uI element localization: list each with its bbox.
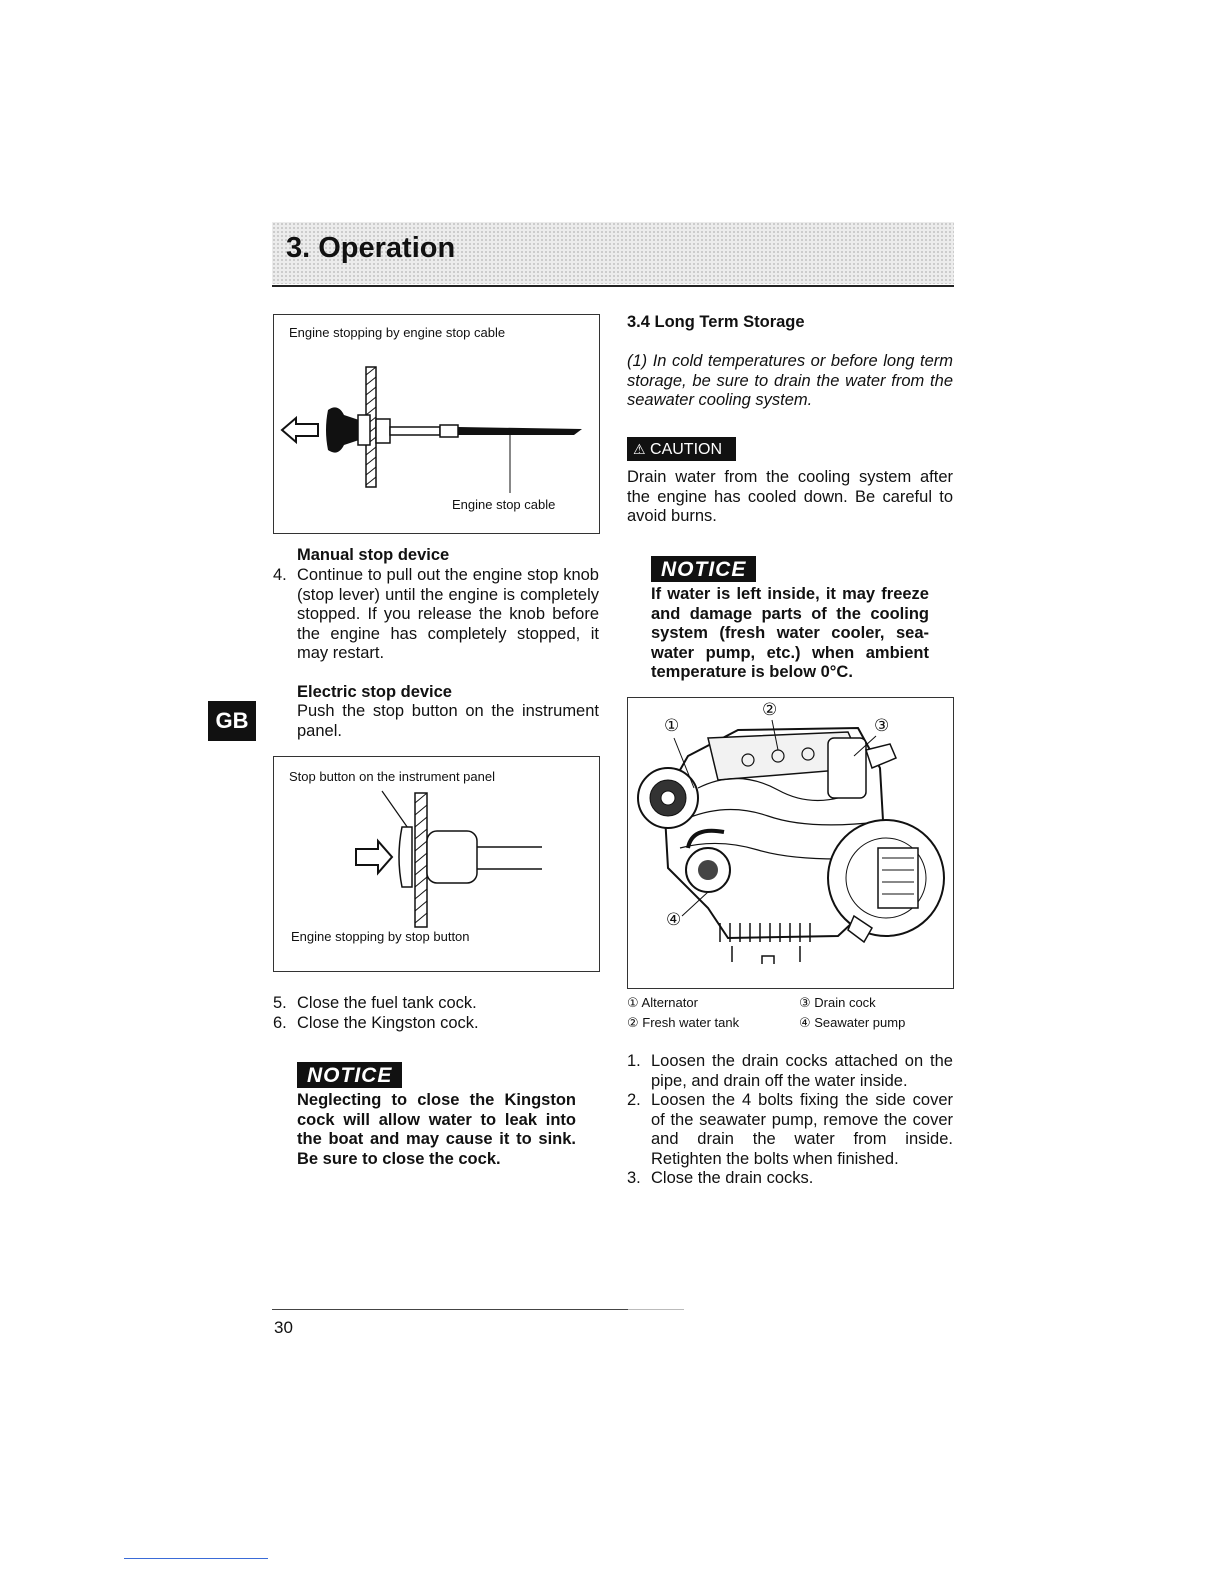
legend-item: ① Alternator: [627, 995, 698, 1010]
marker-3: ③: [874, 716, 890, 735]
electric-stop-text: Push the stop button on the instrument panel.: [297, 702, 599, 740]
notice-label: NOTICE: [651, 556, 756, 582]
section-title: 3. Operation: [286, 232, 456, 264]
stop-cable: [458, 427, 582, 435]
figure-caption: Engine stopping by engine stop cable: [289, 325, 506, 340]
step-text: Close the fuel tank cock.: [297, 994, 477, 1012]
figure-engine: [627, 697, 954, 989]
footer-divider: [272, 1309, 628, 1310]
caution-label-text: CAUTION: [650, 441, 723, 458]
language-tab: GB: [208, 701, 256, 741]
warning-triangle-icon: ⚠: [633, 441, 646, 457]
step-number: 2.: [627, 1091, 641, 1109]
notice-text: Neglecting to close the Kingston cock will allow water to leak into the boat and may cause it to sink. Be sure to close the cock.: [297, 1091, 576, 1168]
step-number: 5.: [273, 994, 287, 1012]
header-divider: [272, 285, 954, 287]
figure-caption-top: Stop button on the instrument panel: [289, 769, 495, 784]
marker-1: ①: [664, 716, 680, 735]
figure-caption-bottom: Engine stopping by stop button: [291, 929, 470, 944]
storage-intro: (1) In cold temperatures or before long term storage, be sure to drain the water from the seawater cooling system.: [627, 352, 953, 410]
panel-nut: [376, 419, 390, 443]
storage-heading: 3.4 Long Term Storage: [627, 313, 805, 331]
step-text: Close the Kingston cock.: [297, 1014, 479, 1032]
manual-stop-heading: Manual stop device: [297, 546, 450, 564]
caution-text: Drain water from the cooling system after the engine has cooled down. Be careful to avoid burns.: [627, 468, 953, 526]
notice-text: If water is left inside, it may freeze and damage parts of the cooling system (fresh water cooler, sea-water pump, etc.) when ambient temperature is below 0°C.: [651, 585, 929, 682]
figure-stop-cable: [273, 314, 600, 534]
footer-divider-faint: [628, 1309, 684, 1310]
engine-diagram: [628, 698, 953, 988]
electric-stop-heading: Electric stop device: [297, 683, 452, 701]
step-number: 6.: [273, 1014, 287, 1032]
step-text: Close the drain cocks.: [651, 1169, 814, 1187]
step-number: 3.: [627, 1169, 641, 1187]
stop-knob: [326, 407, 362, 452]
step-number: 4.: [273, 566, 287, 584]
pull-arrow-icon: [282, 418, 318, 442]
marker-4: ④: [666, 910, 682, 929]
step-text: Loosen the drain cocks attached on the pipe, and drain off the water inside.: [651, 1052, 953, 1090]
step-text: Continue to pull out the engine stop knob (stop lever) until the engine is completely stopped. If you release the knob before the engine has completely stopped, it may restart.: [297, 566, 599, 663]
legend-item: ④ Seawater pump: [799, 1015, 906, 1030]
fresh-water-tank: [828, 738, 866, 798]
caution-label: [627, 437, 736, 461]
page-number: 30: [274, 1318, 293, 1337]
callout-label: Engine stop cable: [452, 497, 556, 512]
step-number: 1.: [627, 1052, 641, 1070]
step-text: Loosen the 4 bolts fixing the side cover of the seawater pump, remove the cover and drain the water from inside. Retighten the bolts when finished.: [651, 1091, 953, 1168]
notice-label: NOTICE: [297, 1062, 402, 1088]
stop-button: [399, 827, 412, 887]
figure-stop-button: [273, 756, 600, 972]
bottom-underline: [124, 1558, 268, 1559]
legend-item: ② Fresh water tank: [627, 1015, 740, 1030]
marker-2: ②: [762, 700, 778, 719]
push-arrow-icon: [356, 841, 392, 873]
legend-item: ③ Drain cock: [799, 995, 876, 1010]
